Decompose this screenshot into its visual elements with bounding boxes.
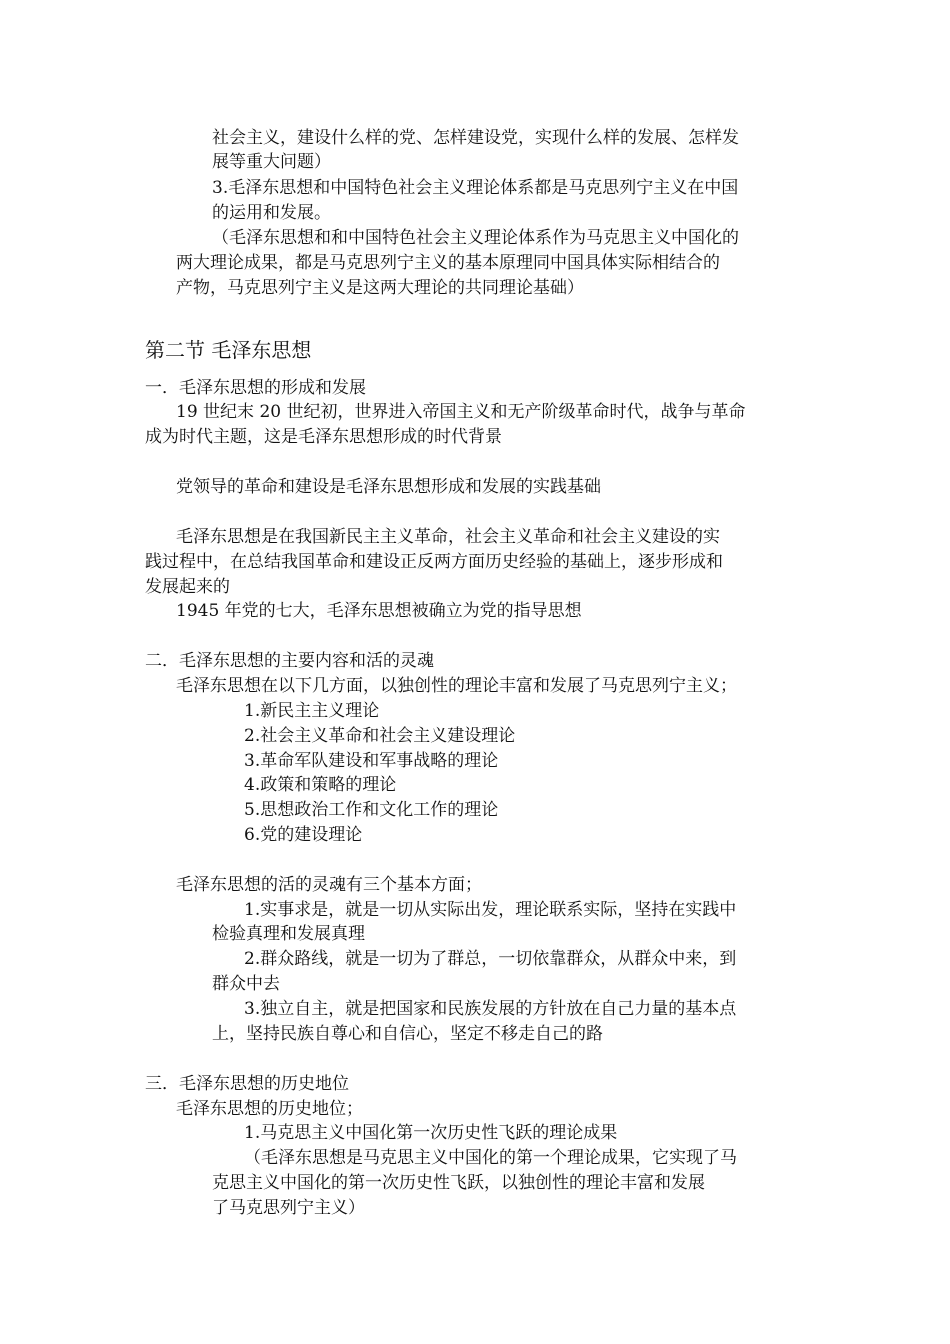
list-item-continuation: 检验真理和发展真理: [212, 924, 365, 944]
paragraph-line: 践过程中，在总结我国革命和建设正反两方面历史经验的基础上，逐步形成和: [145, 552, 723, 572]
list-item: 3.革命军队建设和军事战略的理论: [244, 751, 499, 771]
paragraph-line: 毛泽东思想是在我国新民主主义革命，社会主义革命和社会主义建设的实: [176, 527, 720, 547]
part2-heading: 二．毛泽东思想的主要内容和活的灵魂: [145, 651, 434, 671]
note-line: （毛泽东思想是马克思主义中国化的第一个理论成果，它实现了马: [244, 1148, 737, 1168]
intro-line: 两大理论成果，都是马克思列宁主义的基本原理同中国具体实际相结合的: [176, 253, 720, 273]
paragraph-line: 1945 年党的七大，毛泽东思想被确立为党的指导思想: [176, 601, 582, 621]
intro-line: 社会主义，建设什么样的党、怎样建设党，实现什么样的发展、怎样发: [212, 128, 739, 148]
intro-line: 展等重大问题）: [212, 152, 331, 172]
list-item: 5.思想政治工作和文化工作的理论: [244, 800, 499, 820]
paragraph-line: 成为时代主题，这是毛泽东思想形成的时代背景: [145, 427, 502, 447]
paragraph-line: 毛泽东思想在以下几方面，以独创性的理论丰富和发展了马克思列宁主义；: [176, 676, 737, 696]
list-item: 1.新民主主义理论: [244, 701, 380, 721]
paragraph-line: 19 世纪末 20 世纪初，世界进入帝国主义和无产阶级革命时代，战争与革命: [176, 402, 746, 422]
paragraph-line: 党领导的革命和建设是毛泽东思想形成和发展的实践基础: [176, 477, 601, 497]
part1-heading: 一．毛泽东思想的形成和发展: [145, 378, 366, 398]
note-line: 了马克思列宁主义）: [212, 1198, 365, 1218]
note-line: 克思主义中国化的第一次历史性飞跃，以独创性的理论丰富和发展: [212, 1173, 705, 1193]
list-item-continuation: 上，坚持民族自尊心和自信心，坚定不移走自己的路: [212, 1024, 603, 1044]
list-item: 1.马克思主义中国化第一次历史性飞跃的理论成果: [244, 1123, 618, 1143]
intro-line: 的运用和发展。: [212, 203, 331, 223]
list-item: 3.独立自主，就是把国家和民族发展的方针放在自己力量的基本点: [244, 999, 737, 1019]
list-item: 6.党的建设理论: [244, 825, 363, 845]
intro-line: （毛泽东思想和和中国特色社会主义理论体系作为马克思主义中国化的: [212, 228, 739, 248]
list-item: 1.实事求是，就是一切从实际出发，理论联系实际，坚持在实践中: [244, 900, 737, 920]
part3-heading: 三．毛泽东思想的历史地位: [145, 1074, 349, 1094]
paragraph-line: 发展起来的: [145, 577, 230, 597]
section-title: 第二节 毛泽东思想: [145, 338, 312, 362]
list-item: 2.群众路线，就是一切为了群总，一切依靠群众，从群众中来，到: [244, 949, 737, 969]
intro-line: 产物，马克思列宁主义是这两大理论的共同理论基础）: [176, 278, 584, 298]
paragraph-line: 毛泽东思想的历史地位；: [176, 1099, 363, 1119]
list-item: 2.社会主义革命和社会主义建设理论: [244, 726, 516, 746]
intro-line: 3.毛泽东思想和中国特色社会主义理论体系都是马克思列宁主义在中国: [212, 178, 739, 198]
list-item-continuation: 群众中去: [212, 974, 280, 994]
paragraph-line: 毛泽东思想的活的灵魂有三个基本方面；: [176, 875, 482, 895]
list-item: 4.政策和策略的理论: [244, 775, 397, 795]
